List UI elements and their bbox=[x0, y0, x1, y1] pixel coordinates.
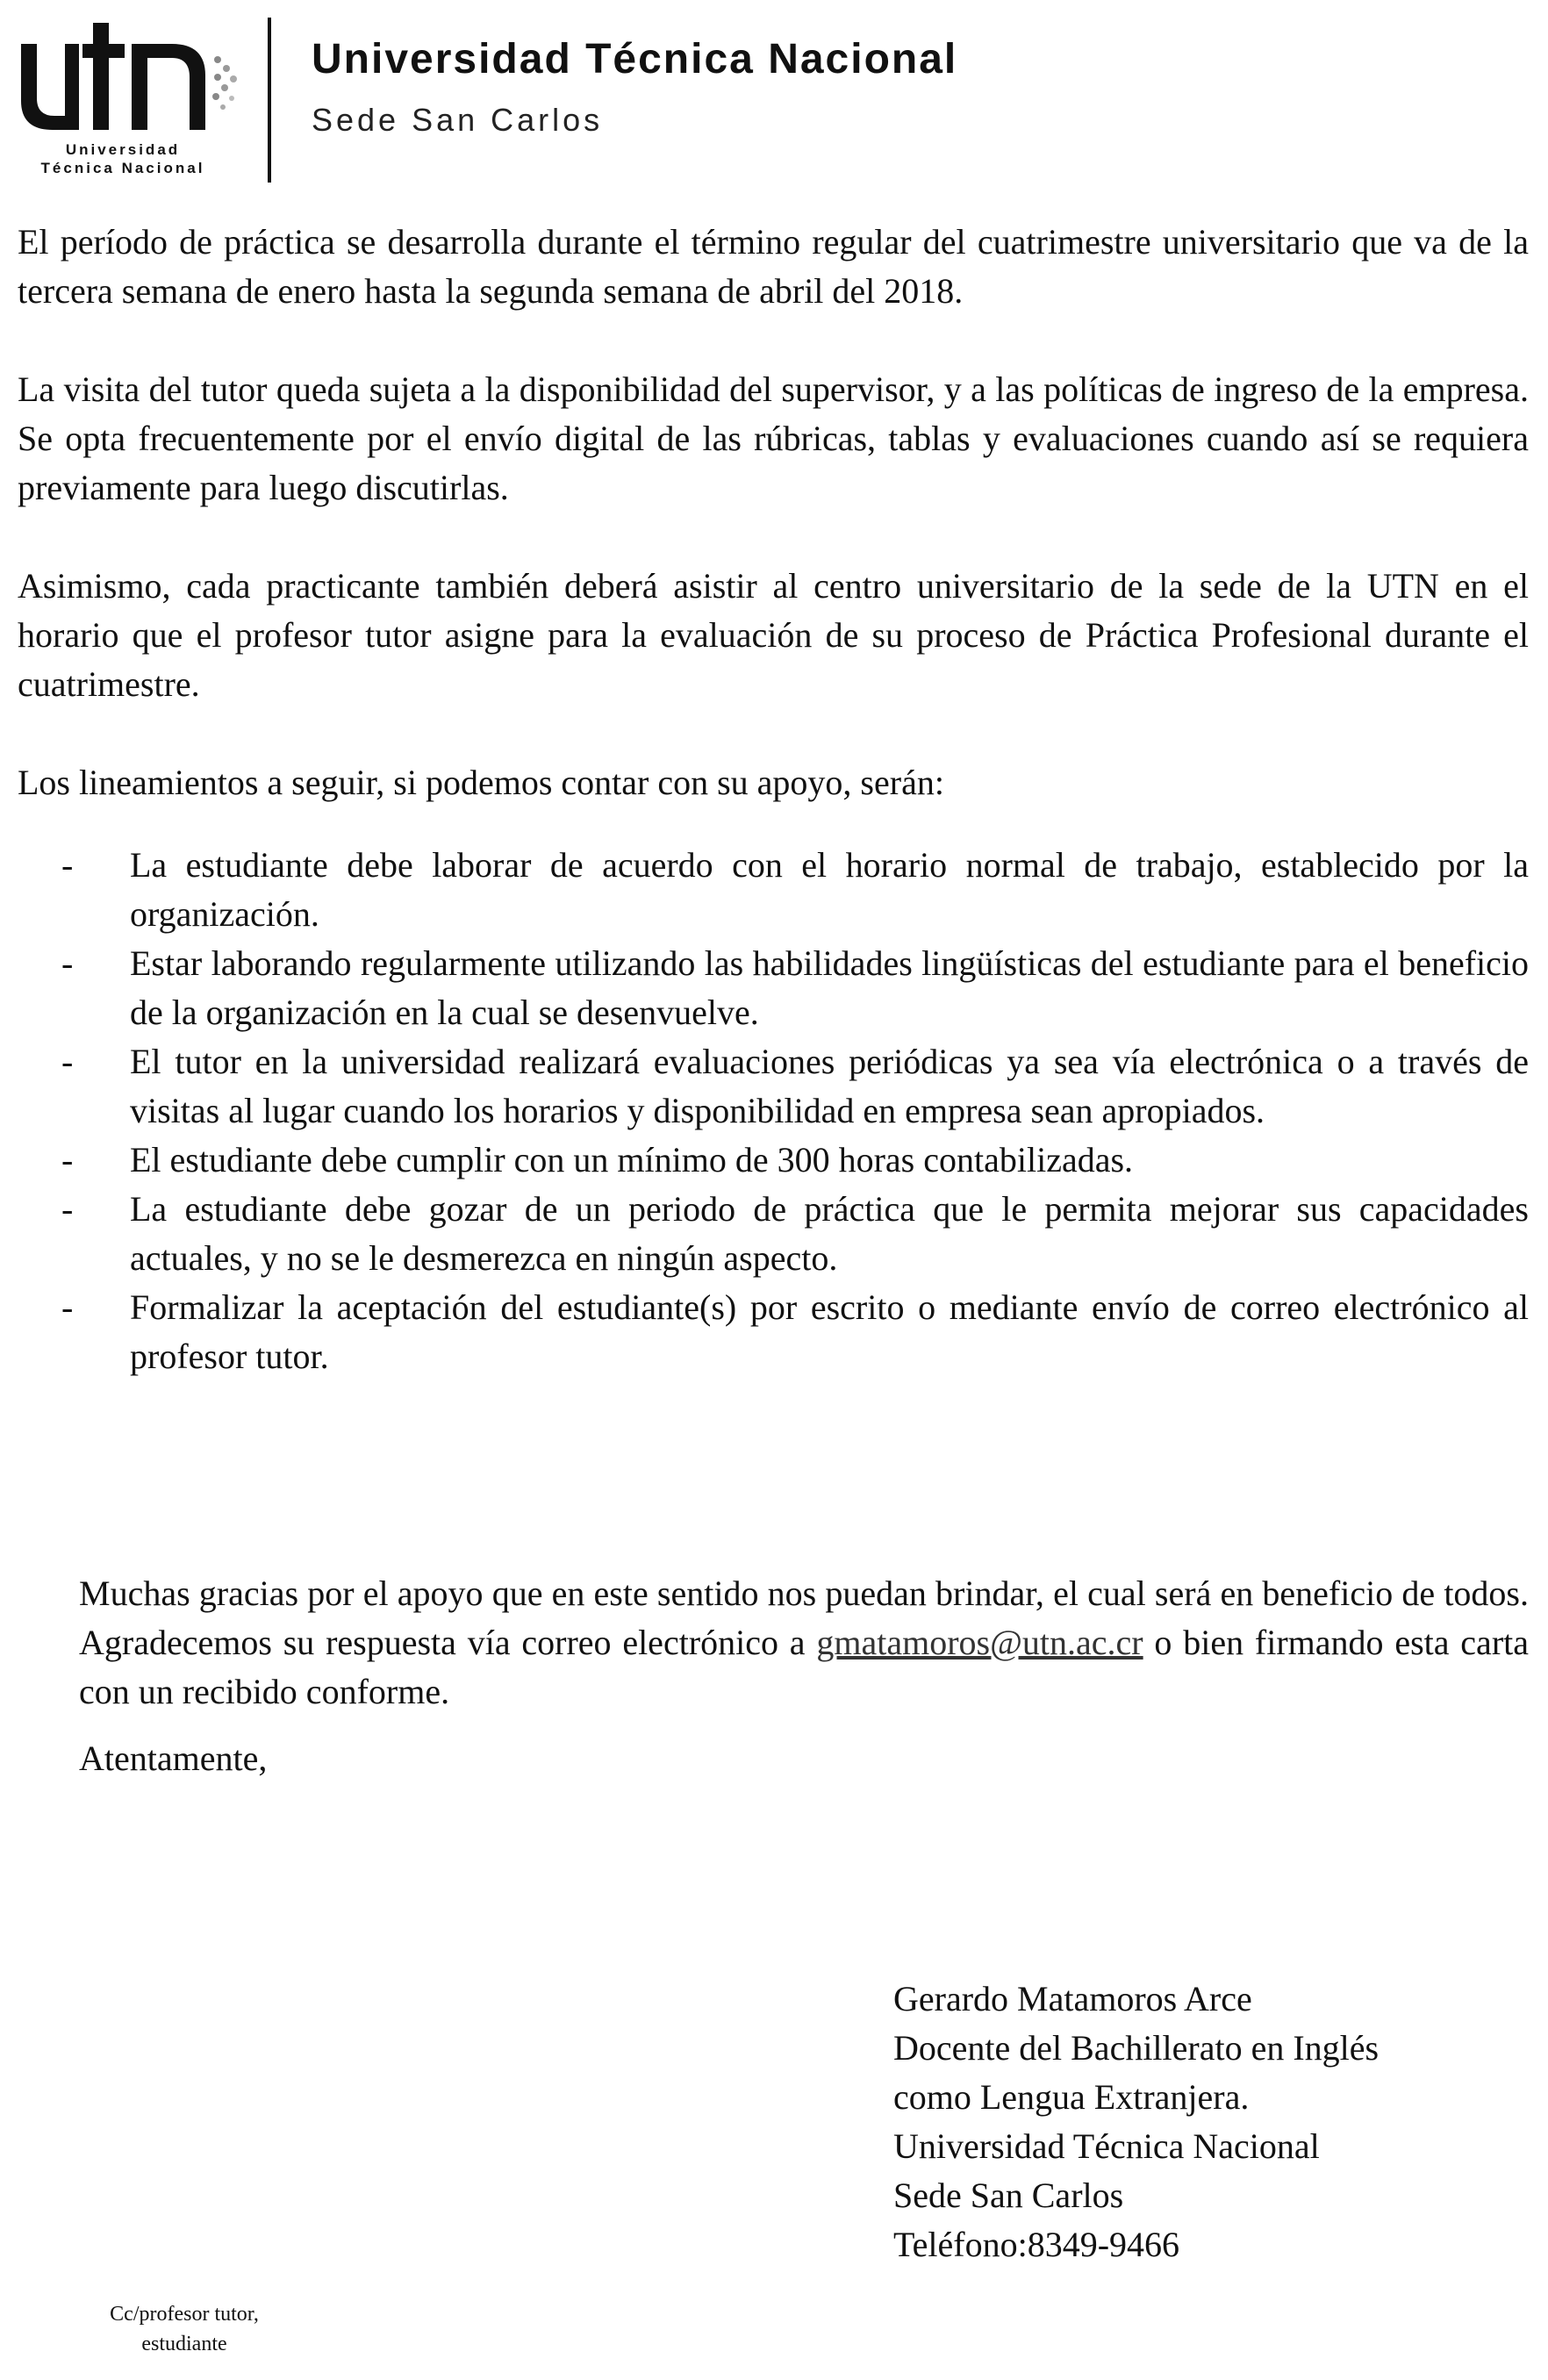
signatory-role-line2: como Lengua Extranjera. bbox=[893, 2077, 1250, 2117]
logo-caption-line2: Técnica Nacional bbox=[40, 160, 205, 176]
cc-line1: Cc/profesor tutor, bbox=[110, 2303, 259, 2326]
logo-caption-line1: Universidad bbox=[65, 141, 181, 158]
list-item-text: La estudiante debe laborar de acuerdo con el horario normal de trabajo, establecido por la organización. bbox=[130, 845, 1529, 934]
letterhead bbox=[18, 18, 1530, 184]
signatory-name: Gerardo Matamoros Arce bbox=[893, 1979, 1252, 2018]
list-item bbox=[18, 1283, 1529, 1381]
bullet-dash: - bbox=[61, 1042, 74, 1081]
list-item-text: La estudiante debe gozar de un periodo de práctica que le permita mejorar sus capacidades actuales, y no se le desmerezca en ningún aspecto. bbox=[130, 1189, 1529, 1278]
bullet-dash: - bbox=[61, 1189, 74, 1229]
signature-block bbox=[893, 1975, 1379, 2269]
signatory-phone: Teléfono:8349-9466 bbox=[893, 2225, 1180, 2264]
bullet-dash: - bbox=[61, 845, 74, 885]
closing-paragraph bbox=[79, 1569, 1529, 1717]
institution-name: Universidad Técnica Nacional bbox=[312, 36, 958, 82]
header-divider bbox=[268, 18, 271, 183]
closing-text-before: Muchas gracias por el apoyo que en este sentido nos puedan brindar, el cual será en beneficio de todos. Agradecemos su respuesta vía correo electrónico a bbox=[79, 1574, 1529, 1662]
cc-note bbox=[79, 2299, 290, 2359]
list-item bbox=[18, 939, 1529, 1037]
list-item-text: Estar laborando regularmente utilizando las habilidades lingüísticas del estudiante para el beneficio de la organización en la cual se desenvuelve. bbox=[130, 943, 1529, 1032]
signatory-campus: Sede San Carlos bbox=[893, 2176, 1124, 2215]
list-item bbox=[18, 1185, 1529, 1283]
list-item-text: El estudiante debe cumplir con un mínimo de 300 horas contabilizadas. bbox=[130, 1140, 1134, 1179]
letter-body bbox=[18, 218, 1529, 1381]
sign-off: Atentamente, bbox=[79, 1738, 268, 1778]
paragraph-tutor-visit: La visita del tutor queda sujeta a la disponibilidad del supervisor, y a las políticas de ingreso de la empresa. Se opta frecuentemente por el envío digital de las rúbricas, tablas y evaluaciones cuando así se requiera previamente para luego discutirlas. bbox=[18, 369, 1529, 507]
closing-text-after: o bien firmando esta carta con un recibido conforme. bbox=[79, 1623, 1529, 1711]
paragraph-practice-period: El período de práctica se desarrolla durante el término regular del cuatrimestre universitario que va de la tercera semana de enero hasta la segunda semana de abril del 2018. bbox=[18, 222, 1529, 311]
email-link[interactable]: gmatamoros@utn.ac.cr bbox=[816, 1623, 1143, 1662]
bullet-dash: - bbox=[61, 1287, 74, 1327]
utn-logo-mark bbox=[18, 18, 254, 140]
list-item bbox=[18, 1037, 1529, 1136]
list-item-text: Formalizar la aceptación del estudiante(s) por escrito o mediante envío de correo electrónico al profesor tutor. bbox=[130, 1287, 1529, 1376]
logo-caption bbox=[18, 140, 228, 177]
bullet-dash: - bbox=[61, 1140, 74, 1179]
paragraph-guidelines-intro: Los lineamientos a seguir, si podemos contar con su apoyo, serán: bbox=[18, 763, 944, 802]
signatory-institution: Universidad Técnica Nacional bbox=[893, 2126, 1320, 2166]
bullet-dash: - bbox=[61, 943, 74, 983]
utn-logo bbox=[18, 18, 254, 184]
list-item bbox=[18, 841, 1529, 939]
paragraph-attendance: Asimismo, cada practicante también deberá asistir al centro universitario de la sede de la UTN en el horario que el profesor tutor asigne para la evaluación de su proceso de Práctica Profesional durante el cuatrimestre. bbox=[18, 566, 1529, 704]
signatory-role-line1: Docente del Bachillerato en Inglés bbox=[893, 2028, 1380, 2068]
cc-line2: estudiante bbox=[141, 2333, 227, 2355]
list-item-text: El tutor en la universidad realizará evaluaciones periódicas ya sea vía electrónica o a través de visitas al lugar cuando los horarios y disponibilidad en empresa sean apropiados. bbox=[130, 1042, 1529, 1130]
campus-name: Sede San Carlos bbox=[312, 102, 604, 138]
list-item bbox=[18, 1136, 1529, 1185]
guidelines-list bbox=[18, 841, 1529, 1381]
